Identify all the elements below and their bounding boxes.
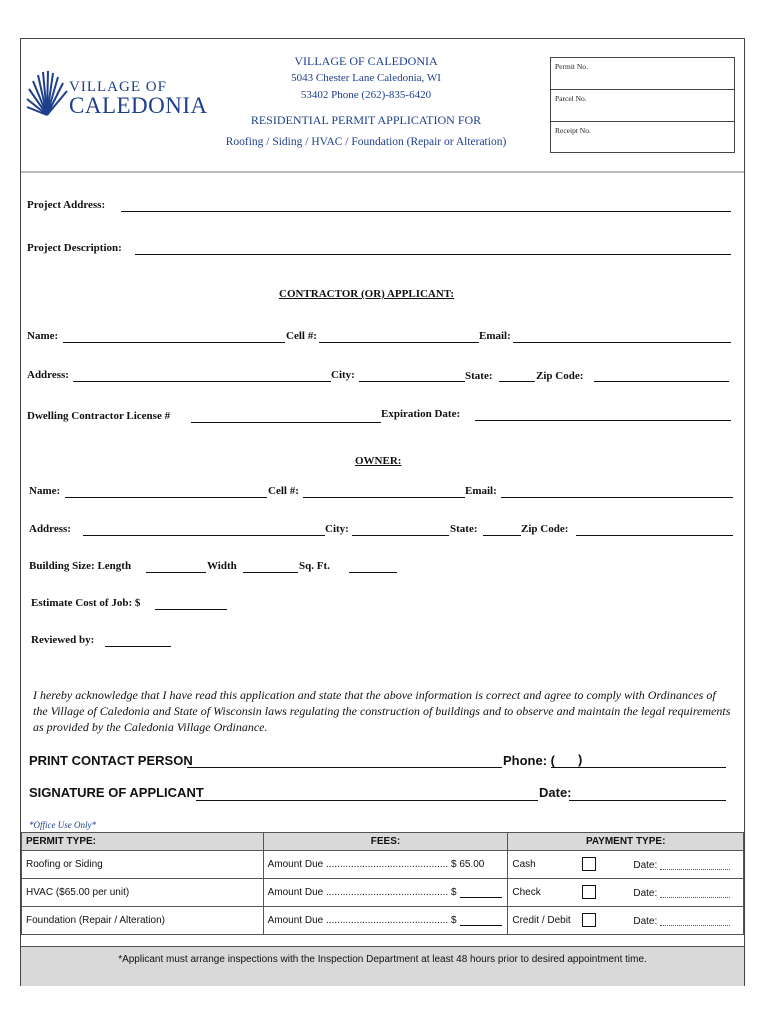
office-use-table [21,832,744,935]
payment-type-header: PAYMENT TYPE: [508,833,744,851]
contractor-heading: CONTRACTOR (OR) APPLICANT: [279,288,454,300]
owner-city-field[interactable] [352,535,449,536]
owner-width-field[interactable] [243,572,298,573]
fees-header: FEES: [263,833,508,851]
contractor-cell-label: Cell #: [286,330,317,342]
fee-hvac-field[interactable] [460,897,502,898]
signature-date-label: Date: [539,785,572,800]
permit-type-roofing: Roofing or Siding [22,851,264,879]
parcel-no-label: Parcel No. [551,90,734,122]
receipt-no-label: Receipt No. [555,126,591,135]
permit-type-foundation: Foundation (Repair / Alteration) [22,907,264,935]
contractor-state-field[interactable] [499,381,535,382]
fee-foundation: Amount Due ............................................ $ [267,915,457,926]
owner-address-label: Address: [29,523,71,535]
project-address-field[interactable] [121,211,731,212]
payment-cell [508,851,744,879]
print-contact-label: PRINT CONTACT PERSON [29,753,193,768]
contractor-license-label: Dwelling Contractor License # [27,410,171,422]
contractor-expiration-field[interactable] [475,420,731,421]
reviewed-by-label: Reviewed by: [31,634,95,646]
table-row [22,907,744,935]
contractor-city-label: City: [331,369,355,381]
contractor-city-field[interactable] [359,381,465,382]
phone-label: Phone: ( [503,753,555,768]
contractor-cell-field[interactable] [319,342,479,343]
logo-line1: VILLAGE OF [69,79,167,95]
owner-zip-field[interactable] [576,535,733,536]
owner-length-field[interactable] [146,572,206,573]
logo-line2: CALEDONIA [69,93,208,118]
owner-sqft-field[interactable] [349,572,397,573]
inspection-footnote: *Applicant must arrange inspections with the Inspection Department at least 48 hours prior to desired appointment time. [21,946,744,986]
project-address-label: Project Address: [27,199,106,211]
table-row [22,879,744,907]
signature-field[interactable] [196,800,538,801]
check-date-field[interactable] [660,887,730,898]
credit-checkbox[interactable] [582,913,596,927]
payment-cell [508,907,744,935]
contractor-license-field[interactable] [191,422,381,423]
payment-credit-label: Credit / Debit [512,915,571,926]
check-date-label: Date: [633,888,658,899]
fee-foundation-field[interactable] [460,925,502,926]
owner-email-field[interactable] [501,497,733,498]
contractor-email-label: Email: [479,330,511,342]
phone-field[interactable] [551,767,726,768]
permit-no-label: Permit No. [551,58,734,90]
owner-cell-field[interactable] [303,497,465,498]
payment-check-label: Check [512,887,541,898]
header-subtitle: Roofing / Siding / HVAC / Foundation (Repair or Alteration) [225,136,507,148]
header-address: 5043 Chester Lane Caledonia, WI [291,72,441,84]
cash-date-field[interactable] [660,859,730,870]
cash-checkbox[interactable] [582,857,596,871]
owner-email-label: Email: [465,485,497,497]
owner-state-label: State: [450,523,478,535]
contractor-zip-field[interactable] [594,381,729,382]
contractor-name-label: Name: [27,330,59,342]
acknowledgement-text: I hereby acknowledge that I have read this application and state that the above information is correct and agree to comply with Ordinances of the Village of Caledonia and State of Wisconsin laws regulating the construction of buildings and to observe and maintain the legal requirements as provided by the Caledonia Village Ordinance. [33,688,731,734]
fee-cell [263,879,508,907]
fee-hvac: Amount Due ............................................ $ [267,887,457,898]
owner-name-field[interactable] [65,497,267,498]
project-description-field[interactable] [135,254,731,255]
owner-heading: OWNER: [355,455,402,467]
print-contact-field[interactable] [187,767,502,768]
contractor-name-field[interactable] [63,342,285,343]
contractor-email-field[interactable] [513,342,731,343]
contractor-expiration-label: Expiration Date: [381,408,461,420]
contractor-address-label: Address: [27,369,69,381]
permit-info-box [550,57,735,153]
cost-label: Estimate Cost of Job: $ [31,597,141,609]
fee-cell [263,907,508,935]
credit-date-label: Date: [633,916,658,927]
owner-sqft-label: Sq. Ft. [299,560,330,572]
permit-type-header: PERMIT TYPE: [22,833,264,851]
payment-cell [508,879,744,907]
owner-name-label: Name: [29,485,61,497]
contractor-zip-label: Zip Code: [536,370,584,382]
reviewed-by-field[interactable] [105,646,171,647]
owner-width-label: Width [207,560,237,572]
signature-label: SIGNATURE OF APPLICANT [29,785,204,800]
owner-cell-label: Cell #: [268,485,299,497]
office-use-note: *Office Use Only* [29,820,96,830]
table-row [22,851,744,879]
header-village: VILLAGE OF CALEDONIA [294,54,438,68]
owner-state-field[interactable] [483,535,521,536]
header-zip-phone: 53402 Phone (262)-835-6420 [300,89,432,101]
header-title: RESIDENTIAL PERMIT APPLICATION FOR [250,113,482,127]
project-description-label: Project Description: [27,242,122,254]
caledonia-logo-icon [25,69,69,119]
owner-city-label: City: [325,523,349,535]
cost-field[interactable] [155,609,227,610]
check-checkbox[interactable] [582,885,596,899]
permit-type-hvac: HVAC ($65.00 per unit) [22,879,264,907]
owner-zip-label: Zip Code: [521,523,569,535]
permit-application-form [20,38,745,986]
owner-length-label: Building Size: Length [29,560,132,572]
phone-close-paren: ) [578,752,583,767]
credit-date-field[interactable] [660,915,730,926]
cash-date-label: Date: [633,860,658,871]
signature-date-field[interactable] [569,800,726,801]
contractor-state-label: State: [465,370,493,382]
contractor-address-field[interactable] [73,381,331,382]
header-divider [21,171,744,173]
fee-roofing: Amount Due ............................................ $ 65.00 [263,851,508,879]
payment-cash-label: Cash [512,859,536,870]
owner-address-field[interactable] [83,535,325,536]
